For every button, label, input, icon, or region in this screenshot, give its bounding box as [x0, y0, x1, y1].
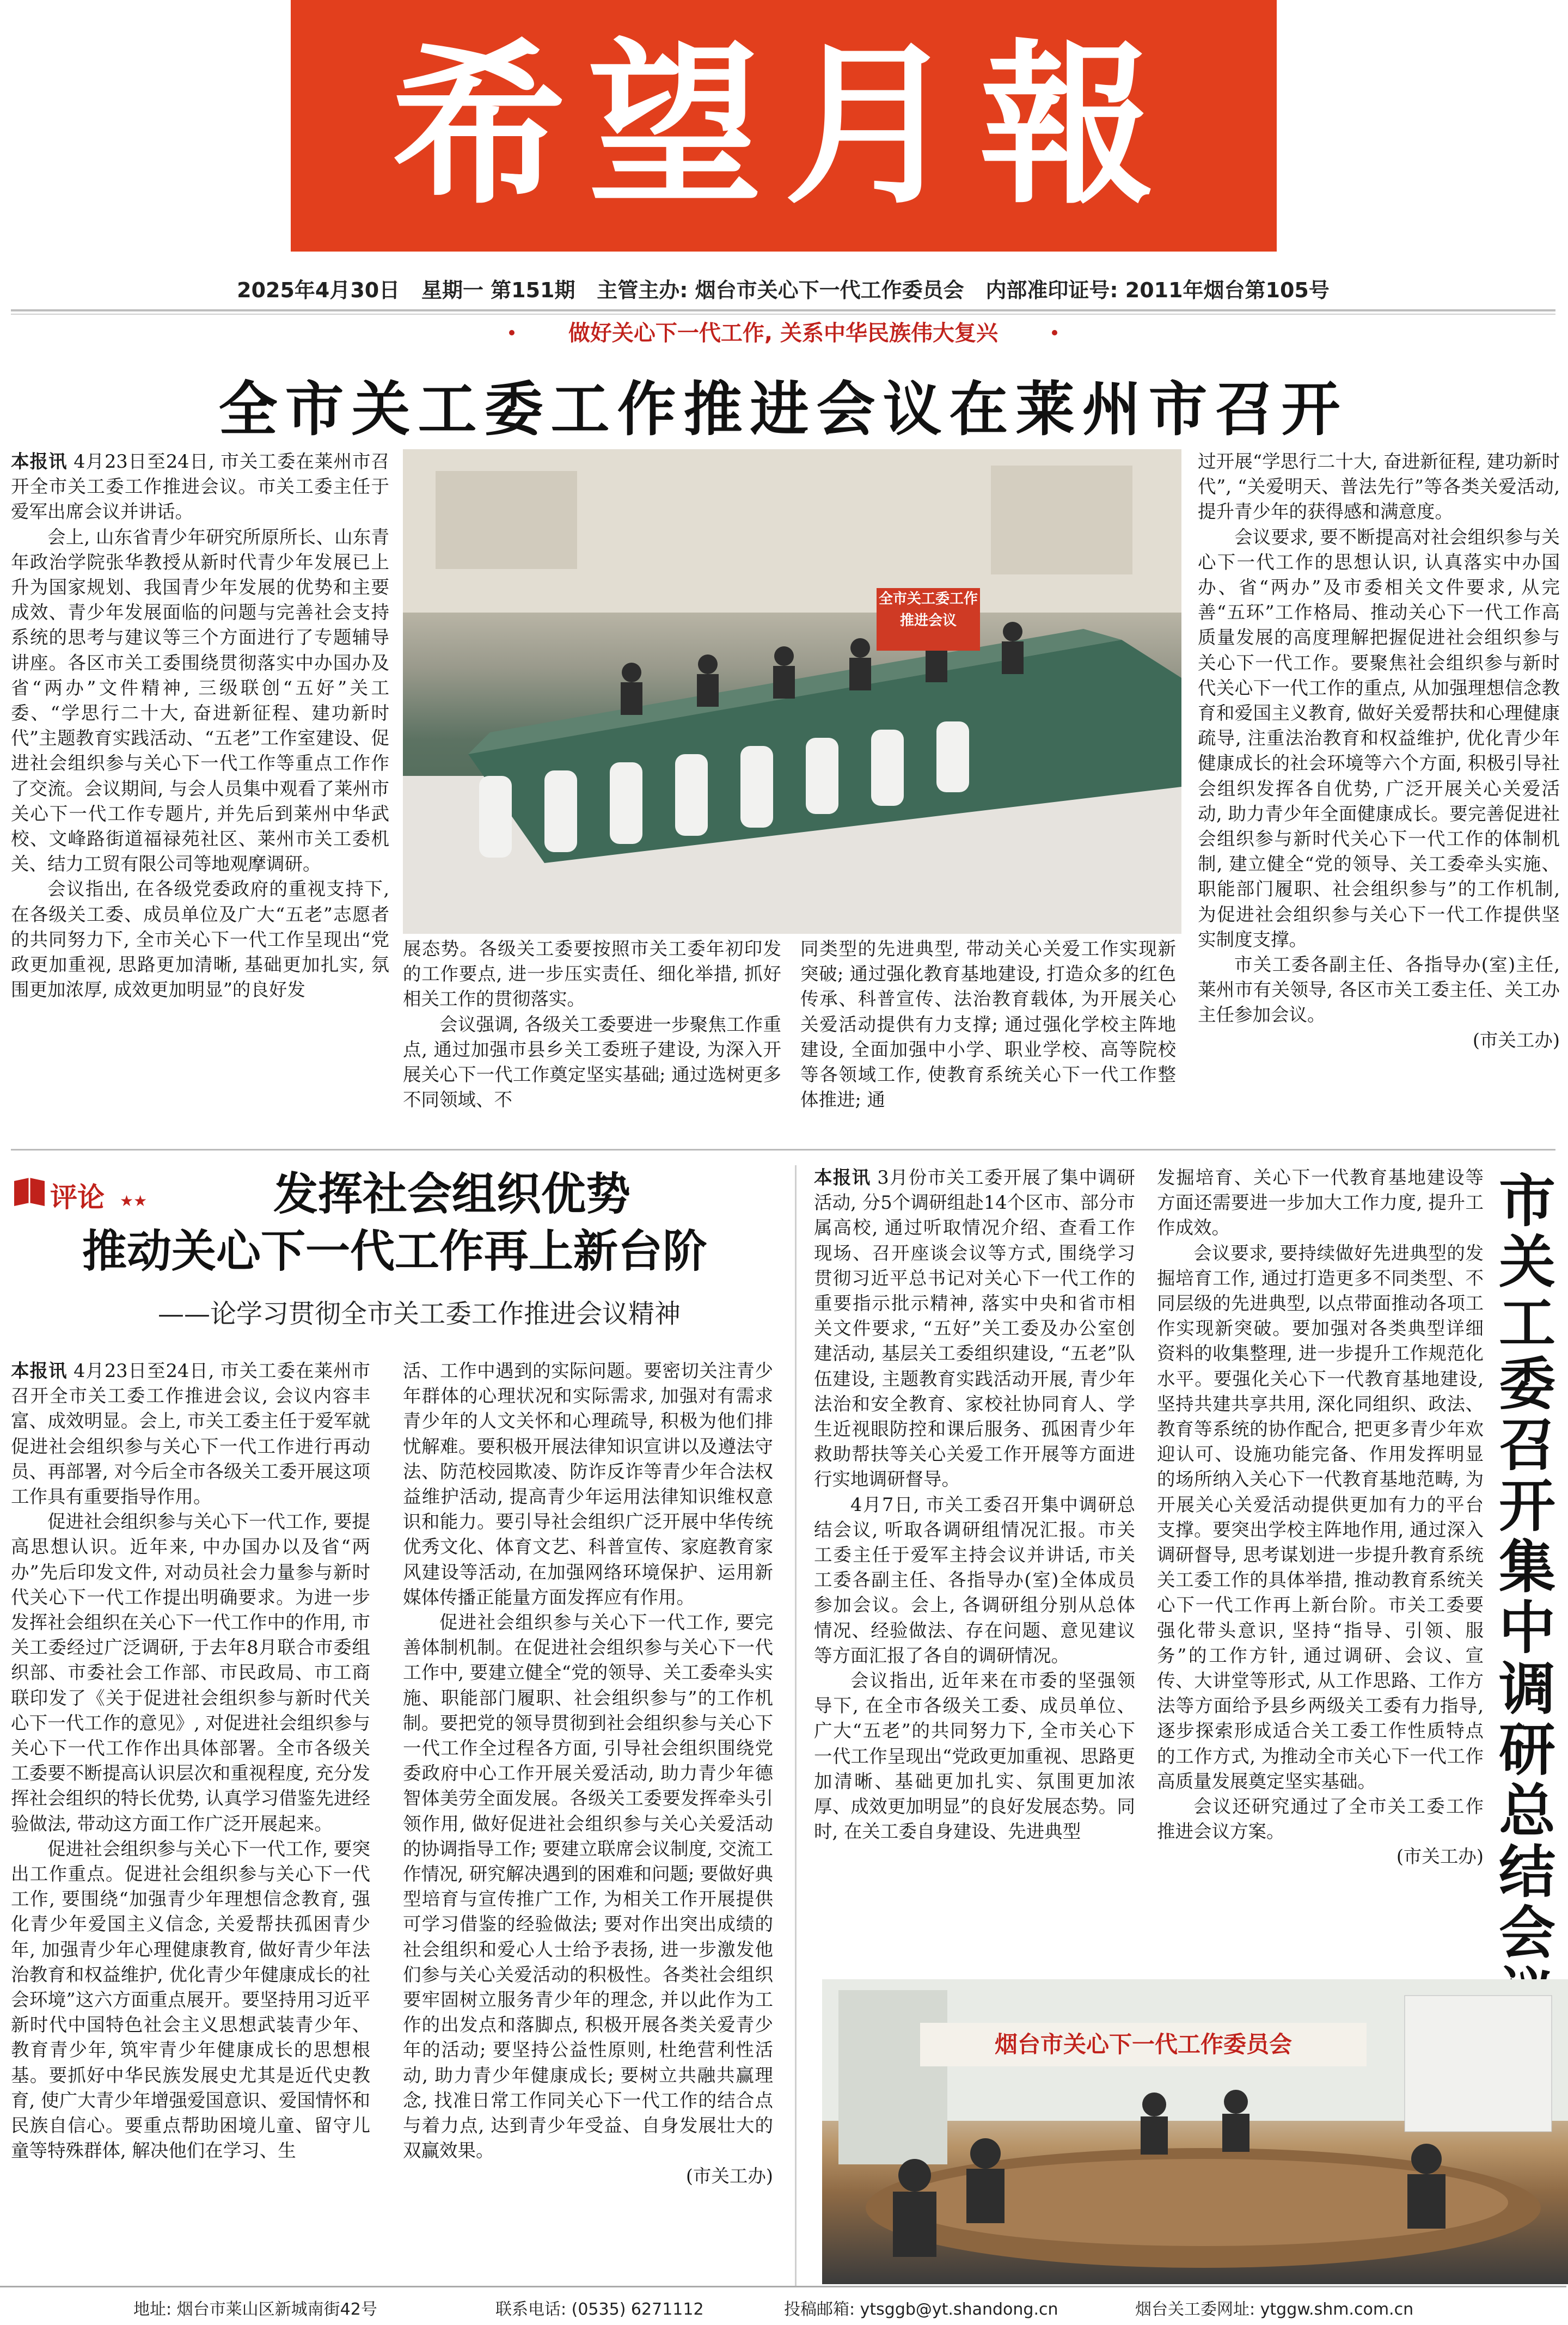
commentary-lead: 4月23日至24日, 市关工委在莱州市召开全市关工委工作推进会议, 会议内容丰富、成效明显。会上, 市关工委主任于爱军就促进社会组织参与关心下一代工作进行再动员、再部署, 对今后全市各级关工委开展这项工作具有重要指导作用。 [11, 1360, 371, 1508]
article3-col2-p2: 会议要求, 要持续做好先进典型的发掘培育工作, 通过打造更多不同类型、不同层级的先进典型, 以点带面推动各项工作实现新突破。要加强对各类典型详细资料的收集整理, 进一步提升工作规范化水平。要强化关心下一代教育基地建设, 坚持共建共享共用, 深化同组织、政法、教育等系统的协作配合, 把更多青少年欢迎认可、设施功能完备、作用发挥明显的场所纳入关心下一代教育基地范畴, 为开展关心关爱活动提供更加有力的平台支撑。要突出学校主阵地作用, 通过深入调研督导, 思考谋划进一步提升教育系统关工委工作的具体举措, 推动教育系统关心下一代工作再上新台阶。市关工委要强化带头意识, 坚持“指导、引领、服务”的工作方针, 通过调研、会议、宣传、大讲堂等形式, 从工作思路、工作方法等方面给予县乡两级关工委有力指导, 逐步探索形成适合关工委工作性质特点的工作方式, 为推动全市关心下一代工作高质量发展奠定坚实基础。 [1157, 1242, 1484, 1792]
commentary-p3: 促进社会组织参与关心下一代工作, 要突出工作重点。促进社会组织参与关心下一代工作, 要围绕“加强青少年理想信念教育, 强化青少年爱国主义信念, 关爱帮扶孤困青少年, 加强青少年心理健康教育, 做好青少年法治教育和权益维护, 优化青少年健康成长的社会环境”这六方面重点展开。要坚持用习近平新时代中国特色社会主义思想武装青少年、教育青少年, 筑牢青少年健康成长的思想根基。要抓好中华民族发展史尤其是近代史教育, 使广大青少年增强爱国意识、爱国情怀和民族自信心。要重点帮助困境儿童、留守儿童等特殊群体, 解决他们在学习、生 [11, 1838, 370, 2162]
article3-headline-chars [1494, 1167, 1560, 2024]
article3-p2: 4月7日, 市关工委召开集中调研总结会议, 听取各调研组情况汇报。市关工委主任于爱军主持会议并讲话, 市关工委各副主任、各指导办(室)全体成员参加会议。会上, 各调研组分别从总体情况、经验做法、存在问题、意见建议等方面汇报了各自的调研情况。 [814, 1494, 1135, 1666]
footer-divider [0, 2286, 1566, 2287]
commentary-col2-p2: 促进社会组织参与关心下一代工作, 要完善体制机制。在促进社会组织参与关心下一代工作中, 要建立健全“党的领导、关工委牵头实施、职能部门履职、社会组织参与”的工作机制。要把党的领导贯彻到社会组织参与关心下一代工作全过程各方面, 引导社会组织围绕党委政府中心工作开展关爱活动, 助力青少年德智体美劳全面发展。各级关工委要发挥牵头引领作用, 做好促进社会组织参与关心关爱活动的协调指导工作; 要建立联席会议制度, 交流工作情况, 研究解决遇到的困难和问题; 要做好典型培育与宣传推广工作, 为相关工作开展提供可学习借鉴的经验做法; 要对作出突出成绩的社会组织和爱心人士给予表扬, 进一步激发他们参与关心关爱活动的积极性。各类社会组织要牢固树立服务青少年的理念, 并以此作为工作的出发点和落脚点, 积极开展各类关爱青少年的活动; 要坚持公益性原则, 杜绝营利性活动, 助力青少年健康成长; 要树立共融共赢理念, 找准日常工作同关心下一代工作的结合点与着力点, 达到青少年受益、自身发展壮大的双赢效果。 [403, 1612, 773, 2162]
commentary-headline-1: 发挥社会组织优势 [273, 1168, 630, 1220]
article3-col2-p3: 会议还研究通过了全市关工委工作推进会议方案。 [1157, 1796, 1484, 1843]
permit-number: 内部准印证号: 2011年烟台第105号 [985, 278, 1330, 302]
commentary-p2: 促进社会组织参与关心下一代工作, 要提高思想认识。近年来, 中办国办以及省“两办”先后印发文件, 对动员社会力量参与新时代关心下一代工作提出明确要求。为进一步发挥社会组织在关心下一代工作中的作用, 市关工委经过广泛调研, 于去年8月联合市委组织部、市委社会工作部、市民政局、市工商联印发了《关于促进社会组织参与新时代关心下一代工作的意见》, 对促进社会组织参与关心下一代工作作出具体部署。全市各级关工委要不断提高认识层次和重视程度, 充分发挥社会组织的特长优势, 认真学习借鉴先进经验做法, 带动这方面工作广泛开展起来。 [11, 1511, 370, 1834]
article1-byline: (市关工办) [1472, 1029, 1560, 1051]
divider [11, 309, 1555, 311]
footer-website[interactable]: 烟台关工委网址: ytggw.shm.com.cn [1135, 2300, 1414, 2319]
article1-col4-p1: 过开展“学思行二十大, 奋进新征程, 建功新时代”, “关爱明天、普法先行”等各类关爱活动, 提升青少年的获得感和满意度。 [1198, 451, 1560, 523]
article1-col3 [800, 937, 1176, 1112]
commentary-label: 评论 [50, 1182, 105, 1213]
commentary-col2 [403, 1359, 773, 2189]
article1-col2 [403, 937, 781, 1112]
article1-col3-text: 同类型的先进典型, 带动关心关爱工作实现新突破; 通过强化教育基地建设, 打造众多的红色传承、科普宣传、法治教育载体, 为开展关心关爱活动提供有力支撑; 通过强化学校主阵地建设, 全面加强中小学、职业学校、高等院校等各领域工作, 使教育系统关心下一代工作整体推进; 通 [800, 938, 1176, 1111]
commentary-col2-p1: 活、工作中遇到的实际问题。要密切关注青少年群体的心理状况和实际需求, 加强对有需求青少年的人文关怀和心理疏导, 积极为他们排忧解难。要积极开展法律知识宣讲以及遵法守法、防范校园欺凌、防诈反诈等青少年合法权益维护活动, 提高青少年运用法律知识维权意识和能力。要引导社会组织广泛开展中华传统优秀文化、体育文艺、科普宣传、家庭教育家风建设等活动, 在加强网络环境保护、运用新媒体传播正能量方面发挥应有作用。 [403, 1360, 773, 1608]
headline-char: 集 [1498, 1533, 1555, 1600]
section-divider [11, 1149, 1555, 1151]
article1-headline: 全市关工委工作推进会议在莱州市召开 [218, 375, 1348, 444]
footer [0, 2291, 1566, 2325]
article3-col2-p1: 发掘培育、关心下一代教育基地建设等方面还需要进一步加大工作力度, 提升工作成效。 [1157, 1167, 1484, 1239]
info-bar [0, 273, 1566, 303]
footer-phone: 联系电话: (0535) 6271112 [495, 2300, 704, 2319]
commentary-subtitle: ——论学习贯彻全市关工委工作推进会议精神 [157, 1299, 681, 1329]
article3-col2 [1157, 1165, 1484, 1870]
article1-col4-p2: 会议要求, 要不断提高对社会组织参与关心下一代工作的思想认识, 认真落实中办国办、省“两办”及市委相关文件要求, 从完善“五环”工作格局、推动关心下一代工作高质量发展的高度理解把握促进社会组织参与关心下一代工作。要聚焦社会组织参与新时代关心下一代工作的重点, 从加强理想信念教育和爱国主义教育, 做好关爱帮扶和心理健康疏导, 注重法治教育和权益维护, 优化青少年健康成长的社会环境等六个方面, 积极引导社会组织发挥各自优势, 广泛开展关心关爱活动, 助力青少年全面健康成长。要完善促进社会组织参与新时代关心下一代工作的体制机制, 建立健全“党的领导、关工委牵头实施、职能部门履职、社会组织参与”的工作机制, 为促进社会组织参与关心下一代工作提供坚实制度支撑。 [1198, 526, 1560, 950]
masthead [291, 0, 1277, 252]
slogan-dot [1052, 330, 1057, 335]
headline-char: 总 [1498, 1777, 1555, 1844]
meeting-photo-illustration [403, 449, 1181, 934]
headline-char: 中 [1498, 1594, 1555, 1661]
issue-number: 星期一 第151期 [421, 278, 575, 302]
headline-char: 工 [1498, 1289, 1555, 1356]
commentary-headline-2: 推动关心下一代工作再上新台阶 [82, 1225, 707, 1277]
article1-col2-p2: 会议强调, 各级关工委要进一步聚焦工作重点, 通过加强市县乡关工委班子建设, 为深入开展关心下一代工作奠定坚实基础; 通过选树更多不同领域、不 [403, 1013, 781, 1111]
commentary-col1 [11, 1359, 370, 2164]
meeting-banner-2: 烟台市关心下一代工作委员会 [920, 2023, 1367, 2066]
meeting-banner: 全市关工委工作推进会议 [877, 588, 980, 651]
headline-char: 关 [1498, 1228, 1555, 1295]
lead-tag: 本报讯 [11, 1360, 68, 1381]
sponsor: 主管主办: 烟台市关心下一代工作委员会 [597, 278, 964, 302]
article3-vertical-headline [1494, 1167, 1560, 2024]
footer-address: 地址: 烟台市莱山区新城南街42号 [133, 2300, 377, 2319]
divider [11, 314, 1555, 315]
article3-p3: 会议指出, 近年来在市委的坚强领导下, 在全市各级关工委、成员单位、广大“五老”的共同努力下, 全市关心下一代工作呈现出“党政更加重视、思路更加清晰、基础更加扎实、氛围更加浓厚、成效更加明显”的良好发展态势。同时, 在关工委自身建设、先进典型 [814, 1670, 1135, 1843]
lead-tag: 本报讯 [11, 451, 68, 472]
column-rule [795, 1165, 797, 2287]
article1-col1 [11, 449, 389, 1002]
article1-lead: 4月23日至24日, 市关工委在莱州市召开全市关工委工作推进会议。市关工委主任于爱军出席会议并讲话。 [11, 451, 390, 523]
article3-byline: (市关工办) [1396, 1846, 1484, 1868]
commentary-logo [11, 1173, 148, 1213]
headline-char: 召 [1498, 1411, 1555, 1478]
masthead-title: 希望月報 [391, 23, 1176, 228]
meeting-photo-2 [822, 1979, 1568, 2284]
footer-email[interactable]: 投稿邮箱: ytsggb@yt.shandong.cn [784, 2300, 1058, 2319]
article1-p3: 会议指出, 在各级党委政府的重视支持下, 在各级关工委、成员单位及广大“五老”志愿者的共同努力下, 全市关心下一代工作呈现出“党政更加重视, 思路更加清晰, 基础更加扎实, 氛围更加浓厚, 成效更加明显”的良好发 [11, 878, 389, 1001]
article1-p2: 会上, 山东省青少年研究所原所长、山东青年政治学院张华教授从新时代青少年发展已上升为国家规划、我国青少年发展的优势和主要成效、青少年发展面临的问题与完善社会支持系统的思考与建议等三个方面进行了专题辅导讲座。各区市关工委围绕贯彻落实中办国办及省“两办”文件精神, 三级联创“五好”关工委、“学思行二十大, 奋进新征程、建功新时代”主题教育实践活动、“五老”工作室建设、促进社会组织参与关心下一代工作等重点工作作了交流。会议期间, 与会人员集中观看了莱州市关心下一代工作专题片, 并先后到莱州中华武校、文峰路街道福禄苑社区、莱州市关工委机关、结力工贸有限公司等地观摩调研。 [11, 526, 389, 875]
slogan: 做好关心下一代工作, 关系中华民族伟大复兴 [568, 321, 999, 346]
issue-date: 2025年4月30日 [237, 278, 400, 302]
commentary-byline: (市关工办) [685, 2165, 773, 2187]
svg-text:★★: ★★ [120, 1192, 148, 1210]
article3-col1 [814, 1165, 1135, 1844]
article1-col2-text: 展态势。各级关工委要按照市关工委年初印发的工作要点, 进一步压实责任、细化举措, 抓好相关工作的贯彻落实。 [403, 938, 781, 1010]
article3-lead: 3月份市关工委开展了集中调研活动, 分5个调研组赴14个区市、部分市属高校, 通过听取情况介绍、查看工作现场、召开座谈会议等方式, 围绕学习贯彻习近平总书记对关心下一代工作的重要指示批示精神, 落实中央和省市相关文件要求, “五好”关工委及办公室创建活动, 基层关工委组织建设, “五老”队伍建设, 主题教育实践活动开展, 青少年法治和安全教育、家校社协同育人、学生近视眼防控和课后服务、孤困青少年救助帮扶等关心关爱工作开展等方面进行实地调研督导。 [814, 1167, 1135, 1490]
headline-char: 调 [1498, 1655, 1555, 1722]
headline-char: 委 [1498, 1350, 1555, 1417]
headline-char: 会 [1498, 1899, 1555, 1966]
lead-tag: 本报讯 [814, 1167, 871, 1188]
headline-char: 市 [1498, 1167, 1555, 1234]
article1-col4-p3: 市关工委各副主任、各指导办(室)主任, 莱州市有关领导, 各区市关工委主任、关工办主任参加会议。 [1198, 954, 1560, 1026]
headline-char: 研 [1498, 1716, 1555, 1783]
meeting-photo [403, 449, 1181, 934]
headline-char: 开 [1498, 1472, 1555, 1539]
headline-char: 结 [1498, 1838, 1555, 1905]
article1-col4 [1198, 449, 1560, 1053]
